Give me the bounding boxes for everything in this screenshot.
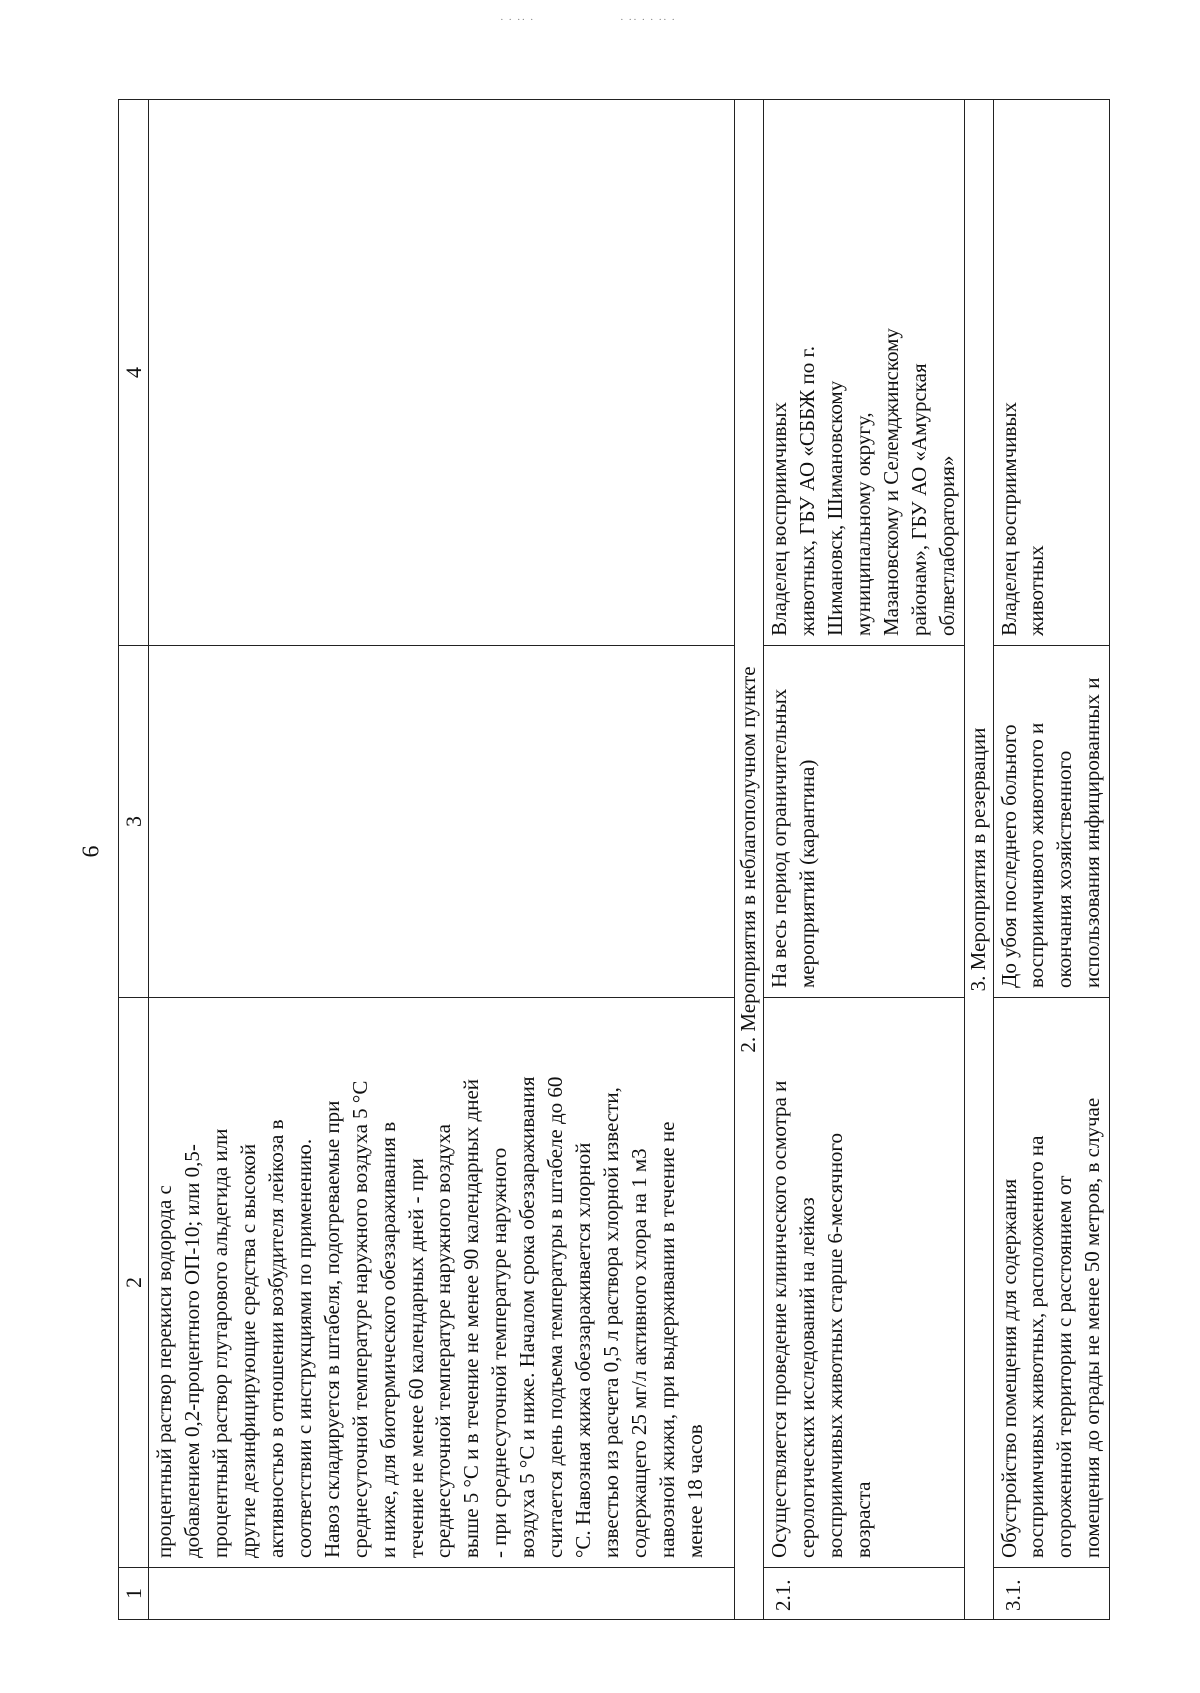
measures-table bbox=[118, 99, 1110, 1620]
row-number bbox=[149, 1568, 735, 1620]
measure-text: Осуществляется проведение клинического осмотра и серологических исследований на лейкоз восприимчивых животных старше 6-месячного возраста bbox=[764, 998, 964, 1568]
table-row bbox=[764, 100, 964, 1620]
header-col-3: 3 bbox=[119, 646, 149, 998]
section-title-3: 3. Мероприятия в резервации bbox=[964, 100, 993, 1620]
responsible-text: Владелец восприимчивых животных, ГБУ АО «СББЖ по г. Шимановск, Шимановскому муниципальному округу, Мазановскому и Селемджинскому районам», ГБУ АО «Амурская облветлаборатория» bbox=[764, 100, 964, 646]
page-number: 6 bbox=[78, 845, 105, 858]
header-row bbox=[119, 100, 149, 1620]
section-title-2: 2. Мероприятия в неблагополучном пункте bbox=[735, 100, 764, 1620]
row-number: 2.1. bbox=[764, 1568, 964, 1620]
rotated-table-container bbox=[118, 100, 1105, 1620]
row-number: 3.1. bbox=[993, 1568, 1110, 1620]
term-text: На весь период ограничительных мероприятий (карантина) bbox=[764, 646, 964, 998]
header-col-1: 1 bbox=[119, 1568, 149, 1620]
section-row bbox=[735, 100, 764, 1620]
term-text bbox=[149, 646, 735, 998]
scan-mark-right: · ·· · · ·· · bbox=[620, 14, 677, 26]
header-col-4: 4 bbox=[119, 100, 149, 646]
table-row bbox=[149, 100, 735, 1620]
table-row bbox=[993, 100, 1110, 1620]
responsible-text bbox=[149, 100, 735, 646]
term-text: До убоя последнего больного восприимчивого животного и окончания хозяйственного использования инфицированных и bbox=[993, 646, 1110, 998]
measure-text: процентный раствор перекиси водорода с добавлением 0,2-процентного ОП-10; или 0,5- процентный раствор глутарового альдегида или другие дезинфицирующие средства с высокой активностью в отношении возбудителя лейкоза в соответствии с инструкциями по применению. Навоз складируется в штабеля, подогреваемые при среднесуточной температуре наружного воздуха 5 °С и ниже, для биотермического обеззараживания в течение не менее 60 календарных дней - при среднесуточной температуре наружного воздуха выше 5 °С и в течение не менее 90 календарных дней - при среднесуточной температуре наружного воздуха 5 °С и ниже. Началом срока обеззараживания считается день подъема температуры в штабеле до 60 °С. Навозная жижа обеззараживается хлорной известью из расчета 0,5 л раствора хлорной извести, содержащего 25 мг/л активного хлора на 1 м3 навозной жижи, при выдерживании в течение не менее 18 часов bbox=[149, 998, 735, 1568]
header-col-2: 2 bbox=[119, 998, 149, 1568]
responsible-text: Владелец восприимчивых животных bbox=[993, 100, 1110, 646]
measure-text: Обустройство помещения для содержания восприимчивых животных, расположенного на огороженной территории с расстоянием от помещения до ограды не менее 50 метров, в случае bbox=[993, 998, 1110, 1568]
section-row bbox=[964, 100, 993, 1620]
scan-mark-left: · · ·· · bbox=[500, 14, 535, 26]
